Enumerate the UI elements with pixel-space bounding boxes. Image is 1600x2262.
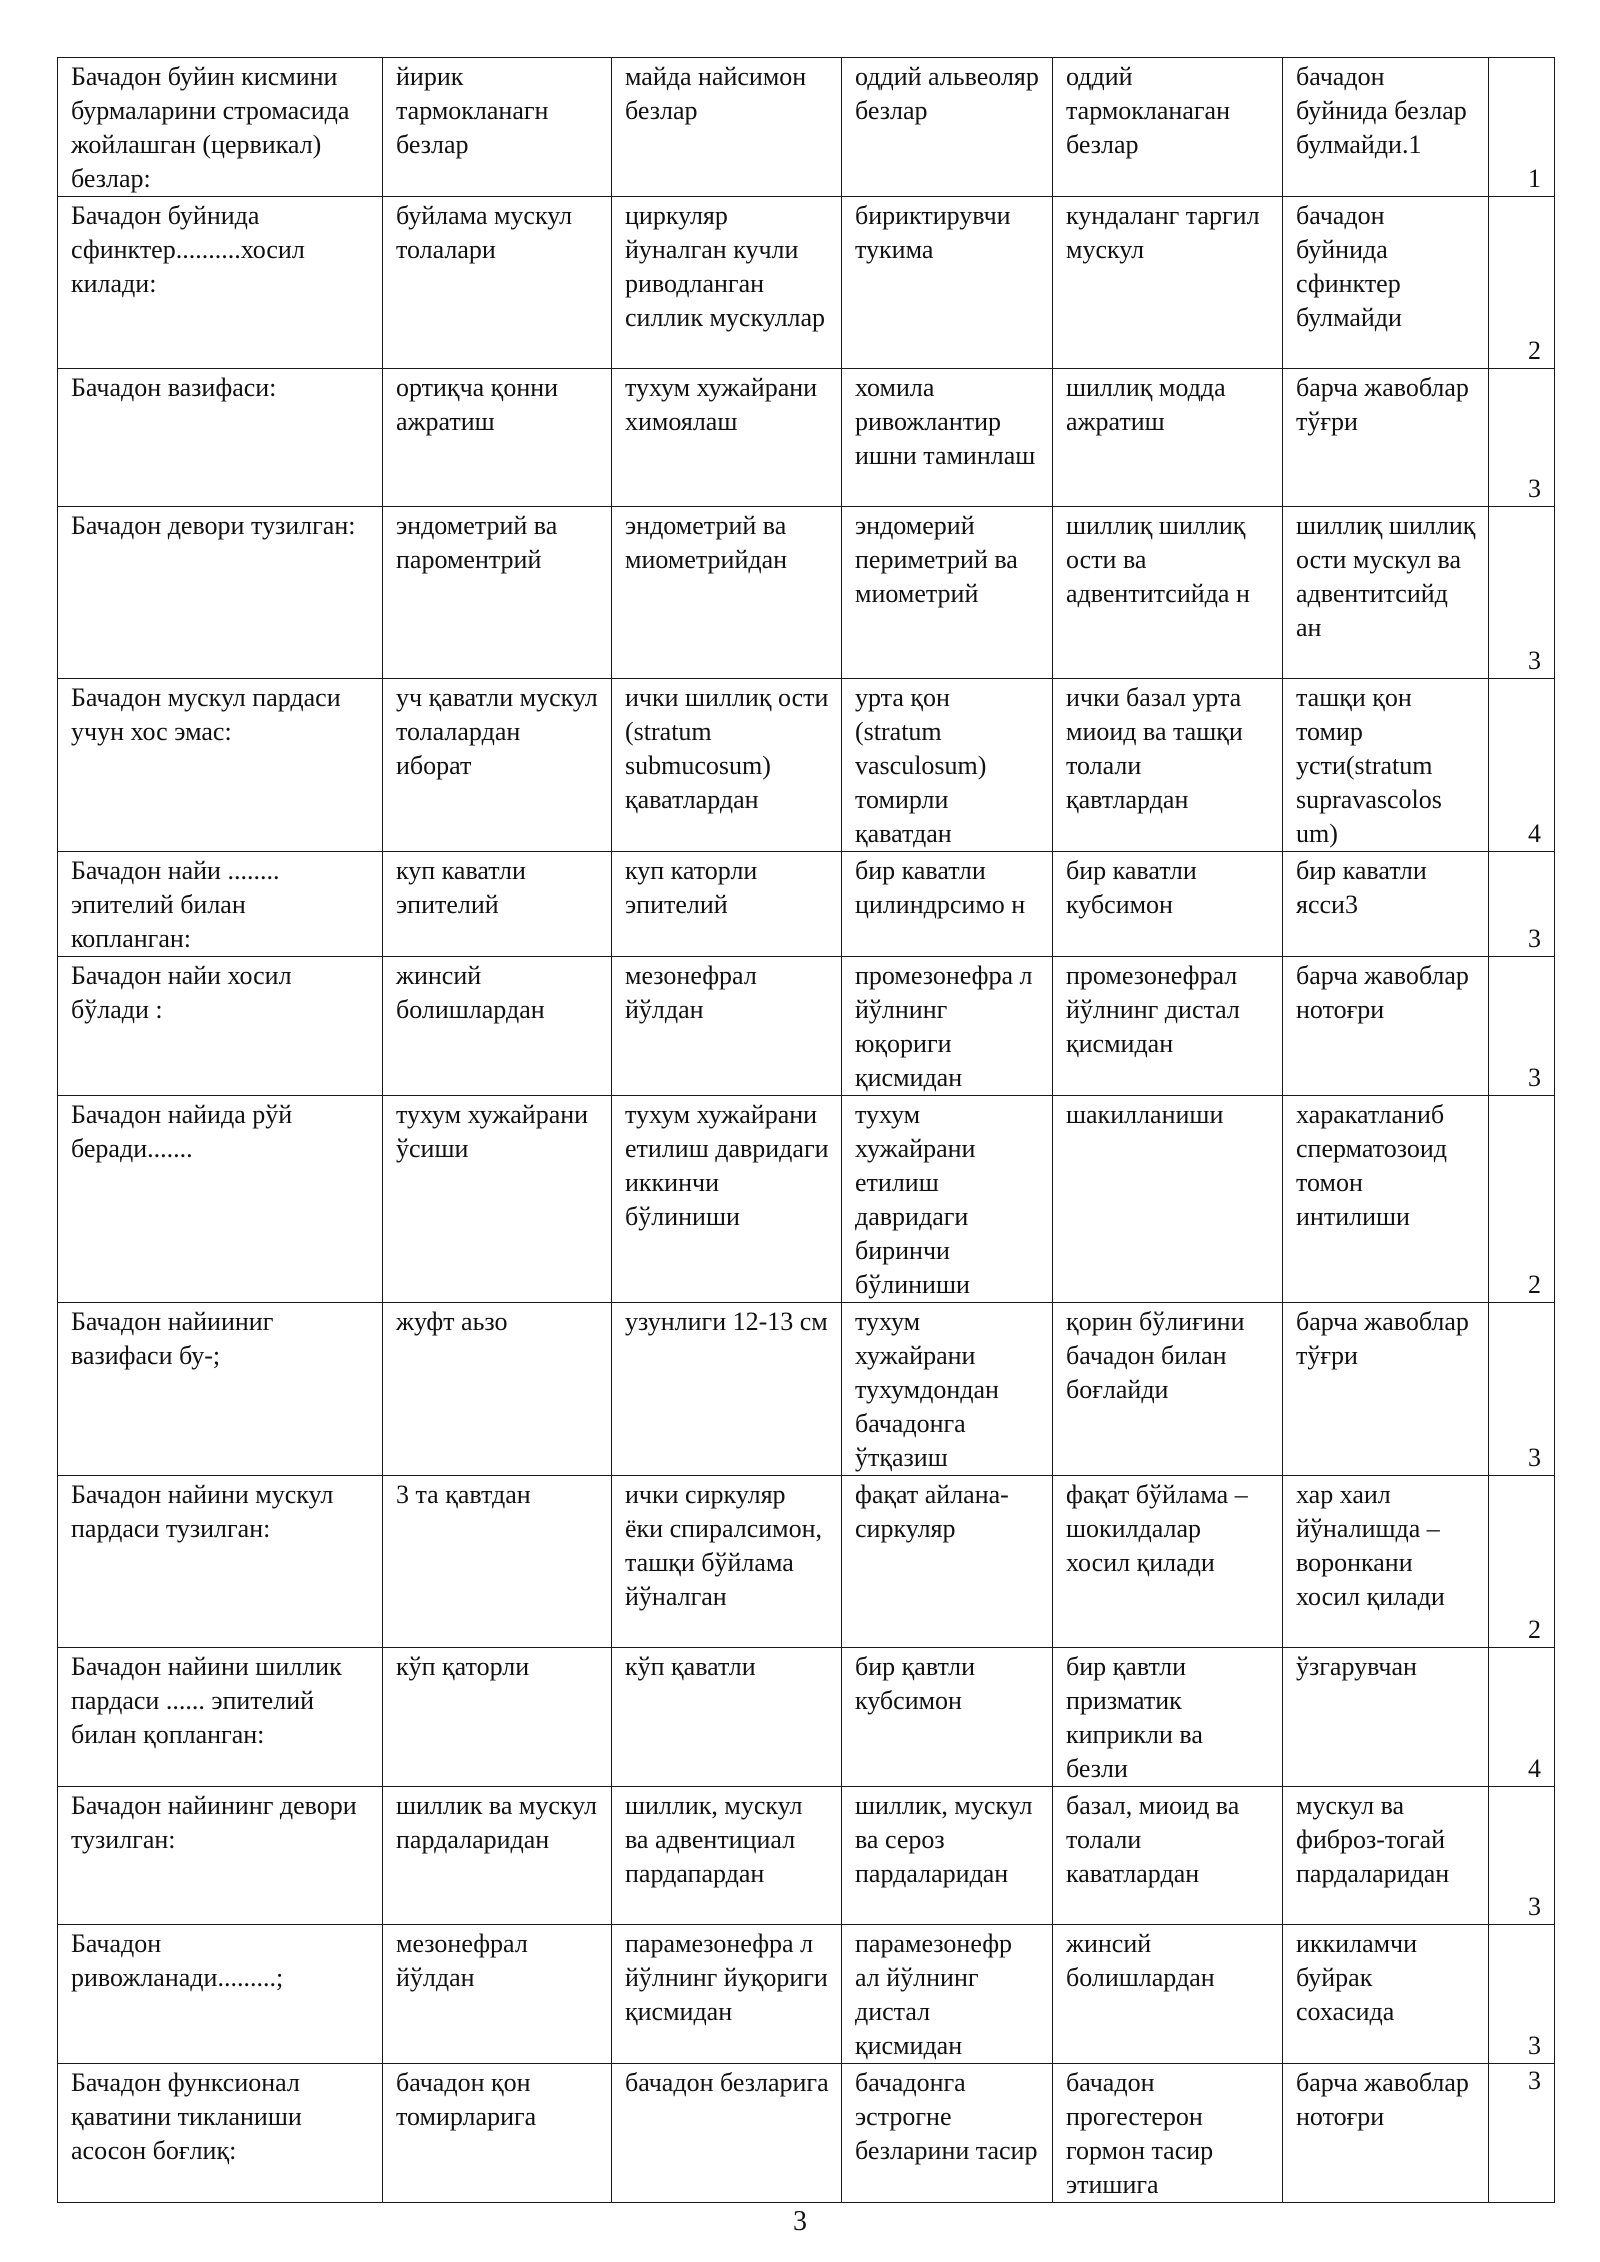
answer-cell: 2 xyxy=(1489,1096,1555,1303)
option-cell: ички шиллиқ ости (stratum submucosum) қаватлардан xyxy=(612,679,842,852)
option-cell: шиллиқ шиллиқ ости ва адвентитсийда н xyxy=(1053,507,1283,679)
answer-cell: 4 xyxy=(1489,1648,1555,1787)
table-row xyxy=(58,1476,1555,1648)
table-row xyxy=(58,957,1555,1096)
question-cell: Бачадон девори тузилган: xyxy=(58,507,383,679)
table-row xyxy=(58,679,1555,852)
table-row xyxy=(58,1648,1555,1787)
option-cell: барча жавоблар тўғри xyxy=(1283,1303,1489,1476)
option-cell: шиллик, мускул ва адвентициал пардапардан xyxy=(612,1787,842,1925)
option-cell: шиллик ва мускул пардаларидан xyxy=(383,1787,612,1925)
question-cell: Бачадон ривожланади.........; xyxy=(58,1925,383,2064)
option-cell: оддий тармокланаган безлар xyxy=(1053,58,1283,197)
option-cell: ташқи қон томир усти(stratum supravascolos um) xyxy=(1283,679,1489,852)
question-cell: Бачадон найииниг вазифаси бу-; xyxy=(58,1303,383,1476)
option-cell: йирик тармокланагн безлар xyxy=(383,58,612,197)
option-cell: шиллиқ шиллиқ ости мускул ва адвентитсийд ан xyxy=(1283,507,1489,679)
question-cell: Бачадон найи ........ эпителий билан копланган: xyxy=(58,852,383,957)
option-cell: парамезонефра л йўлнинг йуқориги қисмидан xyxy=(612,1925,842,2064)
question-cell: Бачадон найининг девори тузилган: xyxy=(58,1787,383,1925)
questions-table xyxy=(57,57,1555,2203)
table-row xyxy=(58,1096,1555,1303)
question-cell: Бачадон вазифаси: xyxy=(58,369,383,507)
option-cell: жинсий болишлардан xyxy=(1053,1925,1283,2064)
table-row xyxy=(58,507,1555,679)
option-cell: жинсий болишлардан xyxy=(383,957,612,1096)
question-cell: Бачадон найини мускул пардаси тузилган: xyxy=(58,1476,383,1648)
option-cell: бир каватли ясси3 xyxy=(1283,852,1489,957)
option-cell: промезонефрал йўлнинг дистал қисмидан xyxy=(1053,957,1283,1096)
option-cell: бириктирувчи тукима xyxy=(842,197,1053,369)
table-row xyxy=(58,1925,1555,2064)
answer-cell: 3 xyxy=(1489,1925,1555,2064)
option-cell: барча жавоблар тўғри xyxy=(1283,369,1489,507)
question-cell: Бачадон буйнида сфинктер..........хосил килади: xyxy=(58,197,383,369)
option-cell: мезонефрал йўлдан xyxy=(383,1925,612,2064)
option-cell: бир каватли кубсимон xyxy=(1053,852,1283,957)
option-cell: бир каватли цилиндрсимо н xyxy=(842,852,1053,957)
option-cell: мускул ва фиброз-тогай пардаларидан xyxy=(1283,1787,1489,1925)
table-row xyxy=(58,197,1555,369)
option-cell: шиллиқ модда ажратиш xyxy=(1053,369,1283,507)
answer-cell: 4 xyxy=(1489,679,1555,852)
option-cell: харакатланиб сперматозоид томон интилиши xyxy=(1283,1096,1489,1303)
option-cell: узунлиги 12-13 см xyxy=(612,1303,842,1476)
answer-cell: 1 xyxy=(1489,58,1555,197)
answer-cell: 3 xyxy=(1489,852,1555,957)
option-cell: уч қаватли мускул толалардан иборат xyxy=(383,679,612,852)
option-cell: иккиламчи буйрак сохасида xyxy=(1283,1925,1489,2064)
option-cell: эндометрий ва миометрийдан xyxy=(612,507,842,679)
option-cell: буйлама мускул толалари xyxy=(383,197,612,369)
option-cell: тухум хужайрани етилиш давридаги биринчи бўлиниши xyxy=(842,1096,1053,1303)
option-cell: урта қон (stratum vasculosum) томирли қаватдан xyxy=(842,679,1053,852)
option-cell: эндометрий ва пароментрий xyxy=(383,507,612,679)
option-cell: ортиқча қонни ажратиш xyxy=(383,369,612,507)
option-cell: фақат бўйлама – шокилдалар хосил қилади xyxy=(1053,1476,1283,1648)
option-cell: бачадон буйнида безлар булмайди.1 xyxy=(1283,58,1489,197)
answer-cell: 3 xyxy=(1489,1787,1555,1925)
option-cell: барча жавоблар нотоғри xyxy=(1283,2064,1489,2203)
answer-cell: 3 xyxy=(1489,957,1555,1096)
answer-cell: 3 xyxy=(1489,369,1555,507)
option-cell: тухум хужайрани тухумдондан бачадонга ўтқазиш xyxy=(842,1303,1053,1476)
option-cell: тухум хужайрани химоялаш xyxy=(612,369,842,507)
option-cell: ички базал урта миоид ва ташқи толали қавтлардан xyxy=(1053,679,1283,852)
question-cell: Бачадон найини шиллик пардаси ...... эпителий билан қопланган: xyxy=(58,1648,383,1787)
option-cell: кундаланг таргил мускул xyxy=(1053,197,1283,369)
question-cell: Бачадон найи хосил бўлади : xyxy=(58,957,383,1096)
option-cell: қорин бўлиғини бачадон билан боғлайди xyxy=(1053,1303,1283,1476)
option-cell: парамезонефр ал йўлнинг дистал қисмидан xyxy=(842,1925,1053,2064)
option-cell: бачадон безларига xyxy=(612,2064,842,2203)
option-cell: куп каватли эпителий xyxy=(383,852,612,957)
question-cell: Бачадон функсионал қаватини тикланиши асосон боғлиқ: xyxy=(58,2064,383,2203)
table-row xyxy=(58,1787,1555,1925)
option-cell: бачадонга эстрогне безларини тасир xyxy=(842,2064,1053,2203)
option-cell: ички сиркуляр ёки спиралсимон, ташқи бўйлама йўналган xyxy=(612,1476,842,1648)
table-row xyxy=(58,852,1555,957)
answer-cell: 3 xyxy=(1489,507,1555,679)
option-cell: бачадон прогестерон гормон тасир этишига xyxy=(1053,2064,1283,2203)
option-cell: жуфт аьзо xyxy=(383,1303,612,1476)
option-cell: шиллик, мускул ва сероз пардаларидан xyxy=(842,1787,1053,1925)
option-cell: бир қавтли призматик киприкли ва безли xyxy=(1053,1648,1283,1787)
question-cell: Бачадон буйин кисмини бурмаларини стромасида жойлашган (цервикал) безлар: xyxy=(58,58,383,197)
option-cell: циркуляр йуналган кучли риводланган силлик мускуллар xyxy=(612,197,842,369)
table-row xyxy=(58,369,1555,507)
option-cell: промезонефра л йўлнинг юқориги қисмидан xyxy=(842,957,1053,1096)
option-cell: бачадон қон томирларига xyxy=(383,2064,612,2203)
option-cell: базал, миоид ва толали каватлардан xyxy=(1053,1787,1283,1925)
option-cell: бир қавтли кубсимон xyxy=(842,1648,1053,1787)
option-cell: мезонефрал йўлдан xyxy=(612,957,842,1096)
question-cell: Бачадон мускул пардаси учун хос эмас: xyxy=(58,679,383,852)
option-cell: оддий альвеоляр безлар xyxy=(842,58,1053,197)
option-cell: 3 та қавтдан xyxy=(383,1476,612,1648)
table-row xyxy=(58,1303,1555,1476)
option-cell: куп каторли эпителий xyxy=(612,852,842,957)
answer-cell: 3 xyxy=(1489,2064,1555,2203)
option-cell: хомила ривожлантир ишни таминлаш xyxy=(842,369,1053,507)
questions-table-body xyxy=(58,58,1555,2203)
answer-cell: 2 xyxy=(1489,197,1555,369)
table-row xyxy=(58,2064,1555,2203)
table-row xyxy=(58,58,1555,197)
question-cell: Бачадон найида рўй беради....... xyxy=(58,1096,383,1303)
option-cell: эндомерий периметрий ва миометрий xyxy=(842,507,1053,679)
page-number: 3 xyxy=(793,2206,807,2237)
option-cell: тухум хужайрани ўсиши xyxy=(383,1096,612,1303)
option-cell: фақат айлана-сиркуляр xyxy=(842,1476,1053,1648)
option-cell: шакилланиши xyxy=(1053,1096,1283,1303)
option-cell: барча жавоблар нотоғри xyxy=(1283,957,1489,1096)
option-cell: кўп қаторли xyxy=(383,1648,612,1787)
option-cell: кўп қаватли xyxy=(612,1648,842,1787)
option-cell: ўзгарувчан xyxy=(1283,1648,1489,1787)
option-cell: тухум хужайрани етилиш давридаги иккинчи бўлиниши xyxy=(612,1096,842,1303)
test-sheet xyxy=(57,57,1554,2203)
option-cell: бачадон буйнида сфинктер булмайди xyxy=(1283,197,1489,369)
option-cell: майда найсимон безлар xyxy=(612,58,842,197)
answer-cell: 2 xyxy=(1489,1476,1555,1648)
answer-cell: 3 xyxy=(1489,1303,1555,1476)
option-cell: хар хаил йўналишда – воронкани хосил қилади xyxy=(1283,1476,1489,1648)
